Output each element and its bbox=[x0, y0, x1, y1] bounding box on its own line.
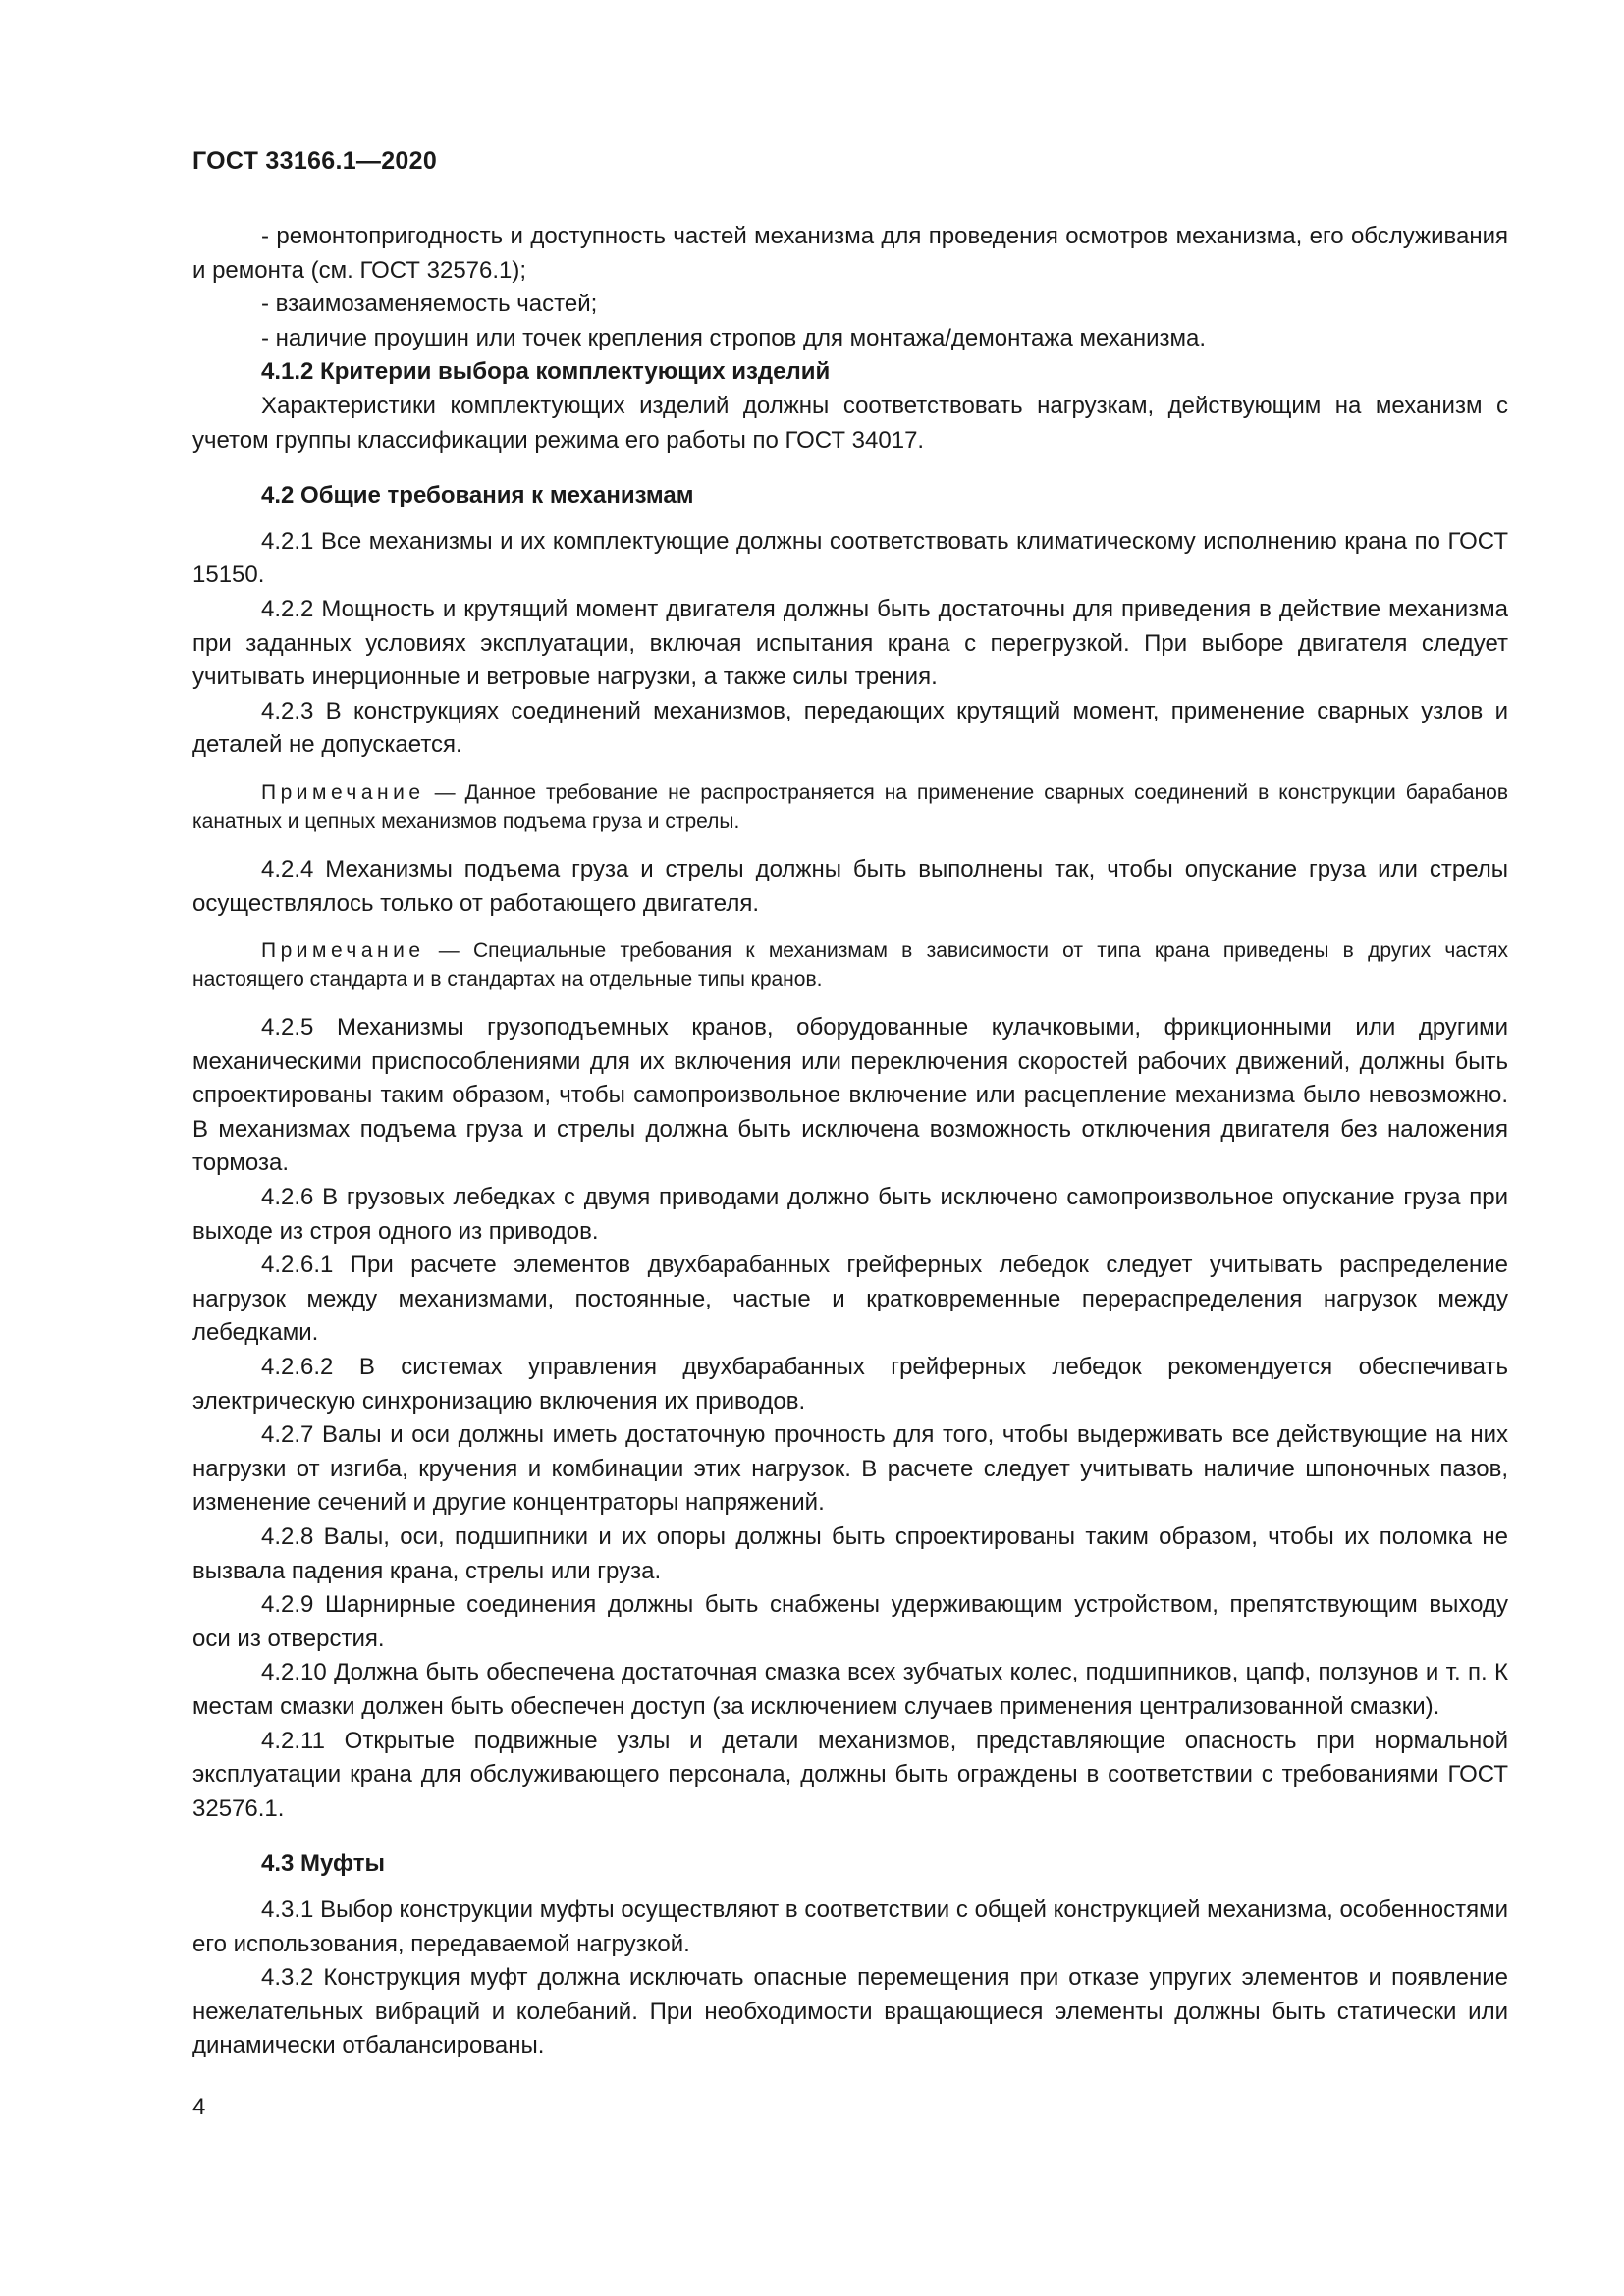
paragraph-4-2-6-2: 4.2.6.2 В системах управления двухбарабанных грейферных лебедок рекомендуется обеспечивать электрическую синхронизацию включения их приводов. bbox=[192, 1354, 1508, 1415]
document-header: ГОСТ 33166.1—2020 bbox=[192, 147, 438, 175]
paragraph-4-2-5: 4.2.5 Механизмы грузоподъемных кранов, оборудованные кулачковыми, фрикционными или другими механическими приспособлениями для их включения или переключения скоростей рабочих движений, должны быть спроектированы таким образом, чтобы самопроизвольное включение или расцепление механизма было невозможно. В механизмах подъема груза и стрелы должна быть исключена возможность отключения двигателя без наложения тормоза. bbox=[192, 1014, 1508, 1177]
paragraph-interchangeability: - взаимозаменяемость частей; bbox=[261, 291, 598, 318]
paragraph-4-2-3: 4.2.3 В конструкциях соединений механизмов, передающих крутящий момент, применение сварных узлов и деталей не допускается. bbox=[192, 697, 1508, 759]
paragraph-4-2-1: 4.2.1 Все механизмы и их комплектующие должны соответствовать климатическому исполнению крана по ГОСТ 15150. bbox=[192, 527, 1508, 589]
paragraph-4-2-11: 4.2.11 Открытые подвижные узлы и детали механизмов, представляющие опасность при нормальной эксплуатации крана для обслуживающего персонала, должны быть ограждены в соответствии с требованиями ГОСТ 32576.1. bbox=[192, 1727, 1508, 1822]
paragraph-4-2-10: 4.2.10 Должна быть обеспечена достаточная смазка всех зубчатых колес, подшипников, цапф, ползунов и т. п. К местам смазки должен быть обеспечен доступ (за исключением случаев применения централизованной смазки). bbox=[192, 1659, 1508, 1720]
section-heading-4-1-2: 4.1.2 Критерии выбора комплектующих изделий bbox=[261, 358, 831, 386]
section-heading-4-2: 4.2 Общие требования к механизмам bbox=[261, 482, 694, 509]
paragraph-4-2-6: 4.2.6 В грузовых лебедках с двумя приводами должно быть исключено самопроизвольное опускание груза при выходе из строя одного из приводов. bbox=[192, 1184, 1508, 1245]
note-2-label: Примечание bbox=[261, 939, 425, 963]
paragraph-4-2-9: 4.2.9 Шарнирные соединения должны быть снабжены удерживающим устройством, препятствующим выходу оси из отверстия. bbox=[192, 1591, 1508, 1652]
paragraph-lifting-lugs: - наличие проушин или точек крепления стропов для монтажа/демонтажа механизма. bbox=[261, 324, 1207, 351]
note-1-text: — Данное требование не распространяется на применение сварных соединений в конструкции барабанов канатных и цепных механизмов подъема груза и стрелы. bbox=[192, 780, 1508, 832]
paragraph-4-2-7: 4.2.7 Валы и оси должны иметь достаточную прочность для того, чтобы выдерживать все действующие на них нагрузки от изгиба, кручения и комбинации этих нагрузок. В расчете следует учитывать наличие шпоночных пазов, изменение сечений и другие концентраторы напряжений. bbox=[192, 1421, 1508, 1517]
document-body bbox=[192, 220, 1508, 2063]
section-heading-4-3: 4.3 Муфты bbox=[261, 1850, 385, 1878]
paragraph-4-2-4: 4.2.4 Механизмы подъема груза и стрелы должны быть выполнены так, чтобы опускание груза или стрелы осуществлялось только от работающего двигателя. bbox=[192, 855, 1508, 917]
note-1-label: Примечание bbox=[261, 780, 425, 804]
paragraph-4-2-8: 4.2.8 Валы, оси, подшипники и их опоры должны быть спроектированы таким образом, чтобы их поломка не вызвала падения крана, стрелы или груза. bbox=[192, 1523, 1508, 1584]
paragraph-maintainability: - ремонтопригодность и доступность частей механизма для проведения осмотров механизма, его обслуживания и ремонта (см. ГОСТ 32576.1); bbox=[192, 223, 1508, 284]
paragraph-4-3-1: 4.3.1 Выбор конструкции муфты осуществляют в соответствии с общей конструкцией механизма, особенностями его использования, передаваемой нагрузкой. bbox=[192, 1896, 1508, 1957]
note-2-text: — Специальные требования к механизмам в зависимости от типа крана приведены в других частях настоящего стандарта и в стандартах на отдельные типы кранов. bbox=[192, 939, 1508, 991]
page-number: 4 bbox=[192, 2094, 206, 2120]
paragraph-4-1-2: Характеристики комплектующих изделий должны соответствовать нагрузкам, действующим на механизм с учетом группы классификации режима его работы по ГОСТ 34017. bbox=[192, 392, 1508, 454]
paragraph-4-3-2: 4.3.2 Конструкция муфт должна исключать опасные перемещения при отказе упругих элементов и появление нежелательных вибраций и колебаний. При необходимости вращающиеся элементы должны быть статически или динамически отбалансированы. bbox=[192, 1964, 1508, 2059]
note-2 bbox=[192, 936, 1508, 993]
note-1 bbox=[192, 778, 1508, 835]
paragraph-4-2-6-1: 4.2.6.1 При расчете элементов двухбарабанных грейферных лебедок следует учитывать распределение нагрузок между механизмами, постоянные, частые и кратковременные перераспределения нагрузок между лебедками. bbox=[192, 1252, 1508, 1347]
paragraph-4-2-2: 4.2.2 Мощность и крутящий момент двигателя должны быть достаточны для приведения в действие механизма при заданных условиях эксплуатации, включая испытания крана с перегрузкой. При выборе двигателя следует учитывать инерционные и ветровые нагрузки, а также силы трения. bbox=[192, 595, 1508, 691]
